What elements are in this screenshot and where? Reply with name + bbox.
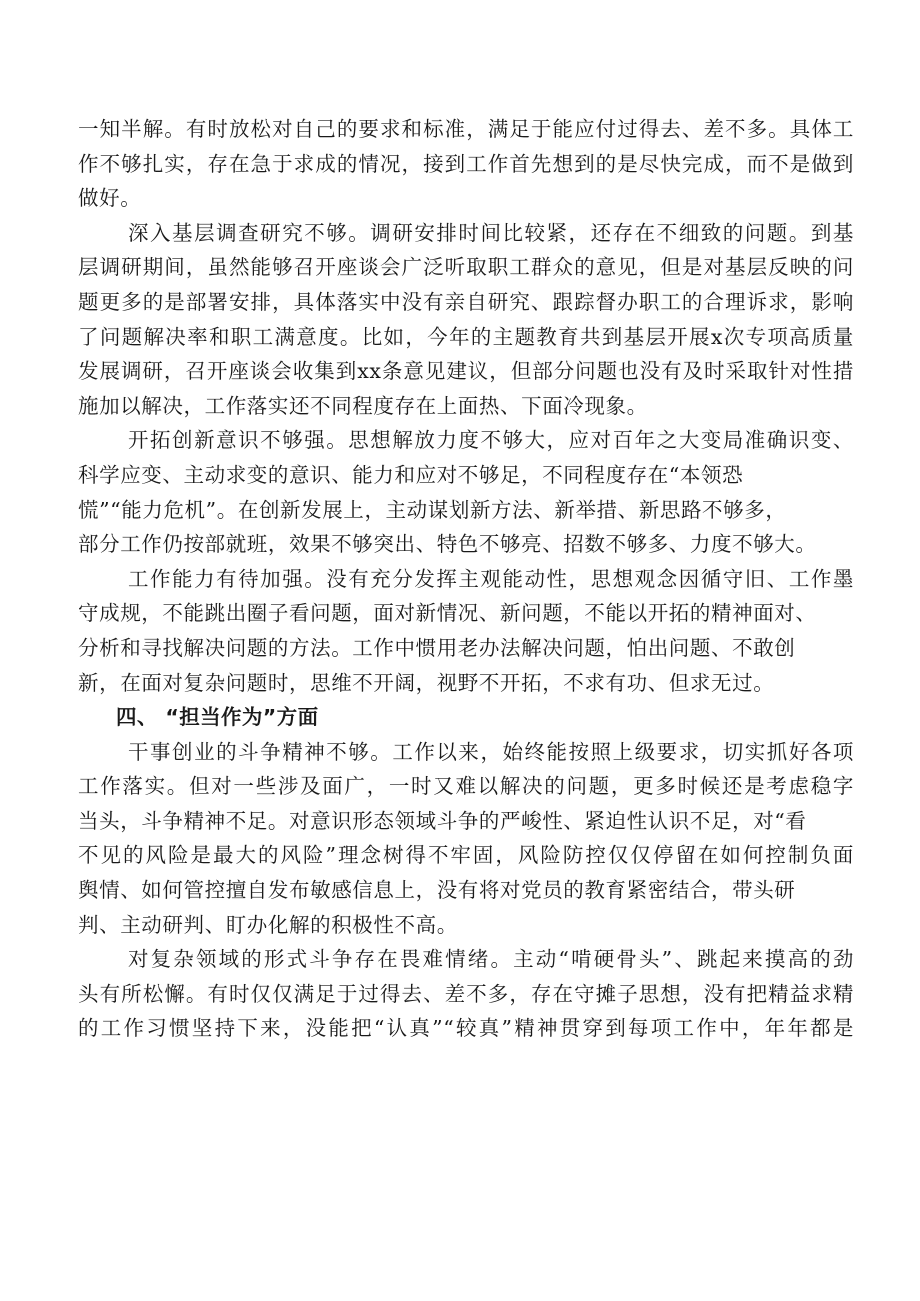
text-line: 层调研期间，虽然能够召开座谈会广泛听取职工群众的意见，但是对基层反映的问 [78,255,854,280]
paragraph-block-2 [78,735,854,1046]
text-line: 科学应变、主动求变的意识、能力和应对不够足，不同程度存在“本领恐 [78,462,744,487]
text-line: 作不够扎实，存在急于求成的情况，接到工作首先想到的是尽快完成，而不是做到 [78,151,854,176]
text-line: 守成规，不能跳出圈子看问题，面对新情况、新问题，不能以开拓的精神面对、 [78,601,817,626]
text-line: 分析和寻找解决问题的方法。工作中惯用老办法解决问题，怕出问题、不敢创 [78,635,796,660]
text-line: 了问题解决率和职工满意度。比如，今年的主题教育共到基层开展x次专项高质量 [78,324,854,349]
text-line: 工作落实。但对一些涉及面广，一时又难以解决的问题，更多时候还是考虑稳字 [78,774,854,799]
text-line: 部分工作仍按部就班，效果不够突出、特色不够亮、招数不够多、力度不够大。 [78,532,817,557]
text-line: 新，在面对复杂问题时，思维不开阔，视野不开拓，不求有功、但求无过。 [78,670,775,695]
text-line: 开拓创新意识不够强。思想解放力度不够大，应对百年之大变局准确识变、 [128,428,854,453]
text-line: 发展调研，召开座谈会收集到xx条意见建议，但部分问题也没有及时采取针对性措 [78,359,854,384]
text-line: 做好。 [78,186,142,211]
text-line: 不见的风险是最大的风险”理念树得不牢固，风险防控仅仅停留在如何控制负面 [78,843,854,868]
text-line: 对复杂领域的形式斗争存在畏难情绪。主动“啃硬骨头”、跳起来摸高的劲 [128,947,854,972]
text-line: 舆情、如何管控擅自发布敏感信息上，没有将对党员的教育紧密结合，带头研 [78,878,796,903]
text-line: 干事创业的斗争精神不够。工作以来，始终能按照上级要求，切实抓好各项 [128,739,854,764]
text-line: 判、主动研判、盯办化解的积极性不高。 [78,912,458,937]
text-line: 施加以解决，工作落实还不同程度存在上面热、下面冷现象。 [78,393,648,418]
text-line: 一知半解。有时放松对自己的要求和标准，满足于能应付过得去、差不多。具体工 [78,117,854,141]
text-line: 当头，斗争精神不足。对意识形态领域斗争的严峻性、紧迫性认识不足，对“看 [78,808,807,833]
document-page [78,112,854,1046]
text-line: 工作能力有待加强。没有充分发挥主观能动性，思想观念因循守旧、工作墨 [128,566,854,591]
text-line: 深入基层调查研究不够。调研安排时间比较紧，还存在不细致的问题。到基 [128,220,854,245]
text-line: 头有所松懈。有时仅仅满足于过得去、差不多，存在守摊子思想，没有把精益求精 [78,981,854,1006]
section-heading: 四、 “担当作为”方面 [116,705,319,730]
text-line: 的工作习惯坚持下来，没能把“认真”“较真”精神贯穿到每项工作中，年年都是 [78,1016,854,1041]
paragraph-block-1 [78,112,854,700]
text-line: 题更多的是部署安排，具体落实中没有亲自研究、跟踪督办职工的合理诉求，影响 [78,289,854,314]
text-line: 慌”“能力危机”。在创新发展上，主动谋划新方法、新举措、新思路不够多， [78,497,787,522]
